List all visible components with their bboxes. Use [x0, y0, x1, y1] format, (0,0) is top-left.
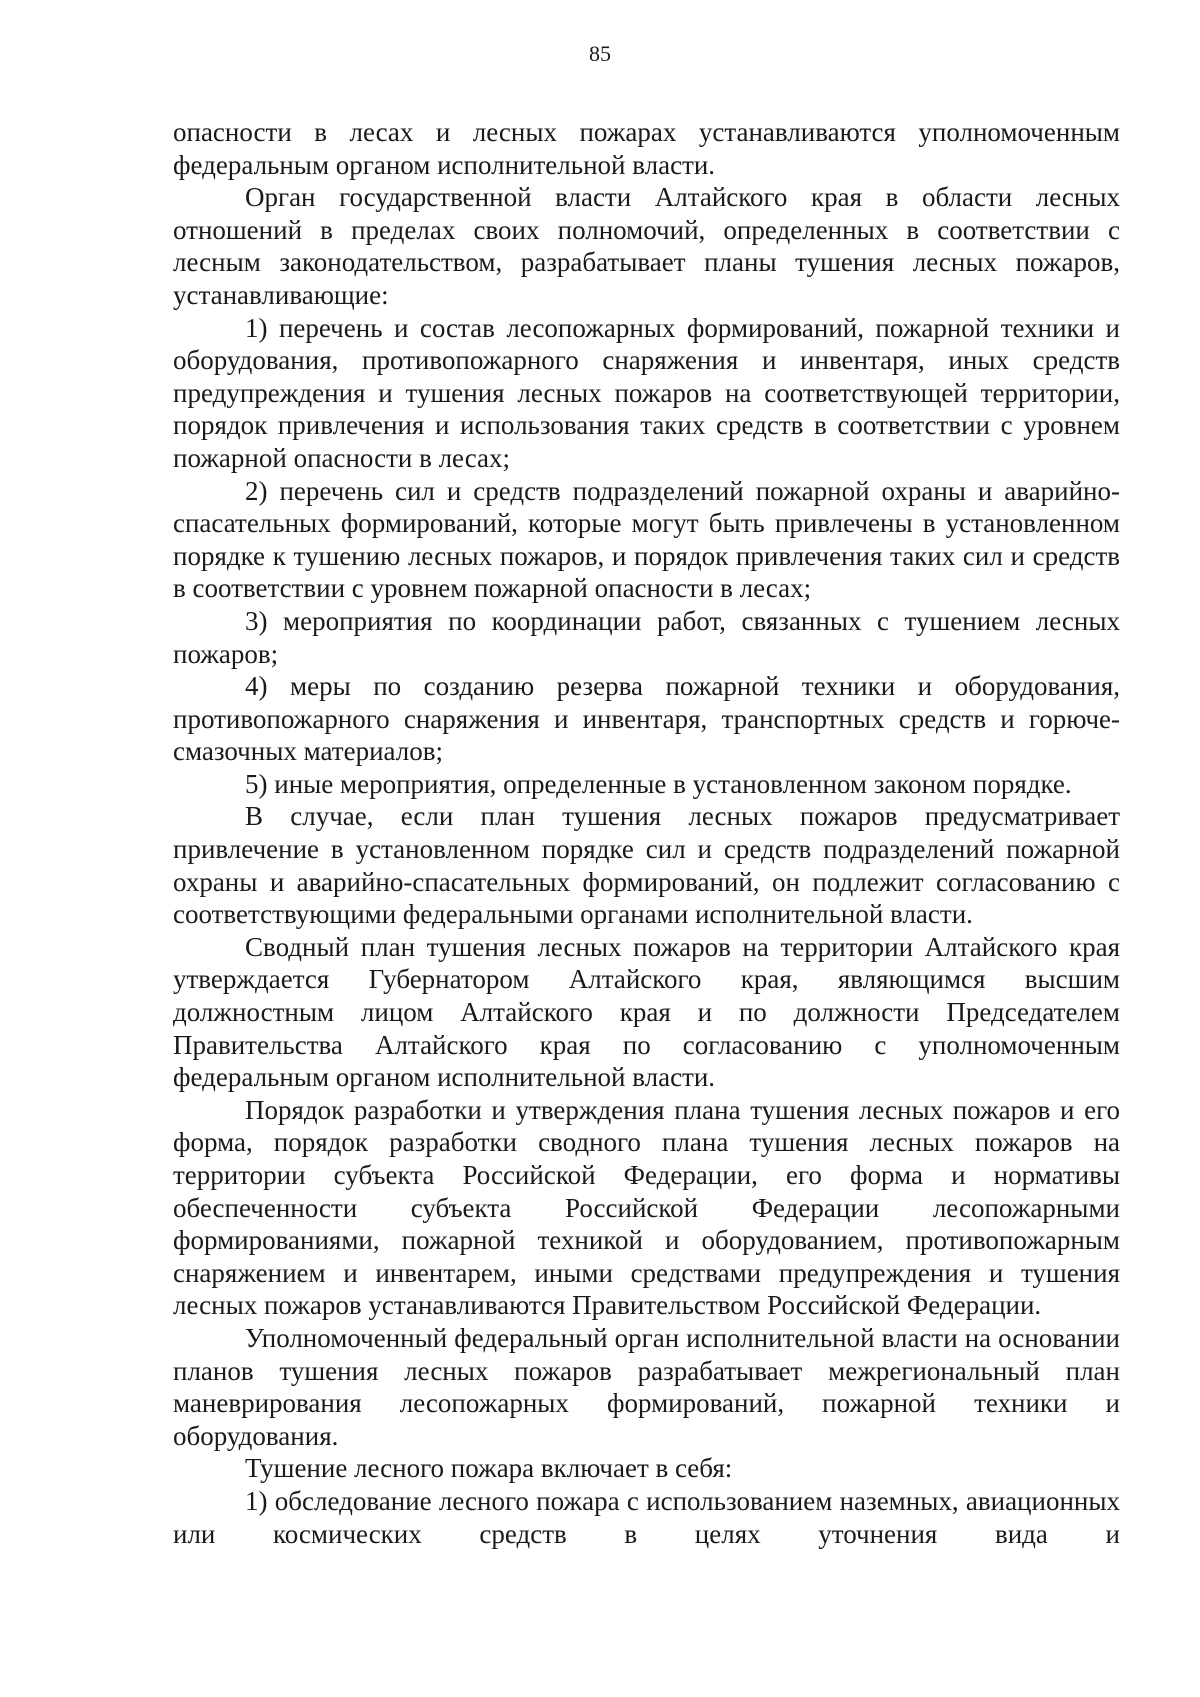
list-item-1: 1) перечень и состав лесопожарных формирований, пожарной техники и оборудования, противопожарного снаряжения и инвентаря, иных средств предупреждения и тушения лесных пожаров на соответствующей территории, порядок привлечения и использования таких средств в соответствии с уровнем пожарной опасности в лесах;	[173, 312, 1120, 473]
paragraph-forest-plans-intro: Орган государственной власти Алтайского края в области лесных отношений в пределах своих полномочий, определенных в соответствии с лесным законодательством, разрабатывает планы тушения лесных пожаров, устанавливающие:	[173, 182, 1120, 310]
list-item-4: 4) меры по созданию резерва пожарной техники и оборудования, противопожарного снаряжения и инвентаря, транспортных средств и горюче-смазочных материалов;	[173, 671, 1120, 767]
paragraph-continuation: опасности в лесах и лесных пожарах устанавливаются уполномоченным федеральным органом исполнительной власти.	[173, 117, 1120, 180]
list-item-survey: 1) обследование лесного пожара с использованием наземных, авиационных или космических средств в целях уточнения вида и	[173, 1485, 1120, 1549]
paragraph-interregional-plan: Уполномоченный федеральный орган исполнительной власти на основании планов тушения лесных пожаров разрабатывает межрегиональный план маневрирования лесопожарных формирований, пожарной техники и оборудования.	[173, 1322, 1120, 1451]
paragraph-plan-procedure: Порядок разработки и утверждения плана тушения лесных пожаров и его форма, порядок разработки сводного плана тушения лесных пожаров на территории субъекта Российской Федерации, его форма и нормативы обеспеченности субъекта Российской Федерации лесопожарными формированиями, пожарной техникой и оборудованием, противопожарным снаряжением и инвентарем, иными средствами предупреждения и тушения лесных пожаров устанавливаются Правительством Российской Федерации.	[173, 1094, 1120, 1321]
list-item-2: 2) перечень сил и средств подразделений пожарной охраны и аварийно-спасательных формирований, которые могут быть привлечены в установленном порядке к тушению лесных пожаров, и порядок привлечения таких сил и средств в соответствии с уровнем пожарной опасности в лесах;	[173, 475, 1120, 604]
paragraph-firefighting-includes: Тушение лесного пожара включает в себя:	[245, 1453, 733, 1484]
page-number: 85	[589, 41, 611, 66]
list-item-5: 5) иные мероприятия, определенные в установленном законом порядке.	[245, 768, 1072, 799]
paragraph-consolidated-plan: Сводный план тушения лесных пожаров на территории Алтайского края утверждается Губернатором Алтайского края, являющимся высшим должностным лицом Алтайского края и по должности Председателем Правительства Алтайского края по согласованию с уполномоченным федеральным органом исполнительной власти.	[173, 931, 1120, 1093]
paragraph-coordination: В случае, если план тушения лесных пожаров предусматривает привлечение в установленном порядке сил и средств подразделений пожарной охраны и аварийно-спасательных формирований, он подлежит согласованию с соответствующими федеральными органами исполнительной власти.	[173, 801, 1120, 930]
list-item-3: 3) мероприятия по координации работ, связанных с тушением лесных пожаров;	[173, 605, 1120, 669]
document-body	[173, 116, 1120, 1550]
